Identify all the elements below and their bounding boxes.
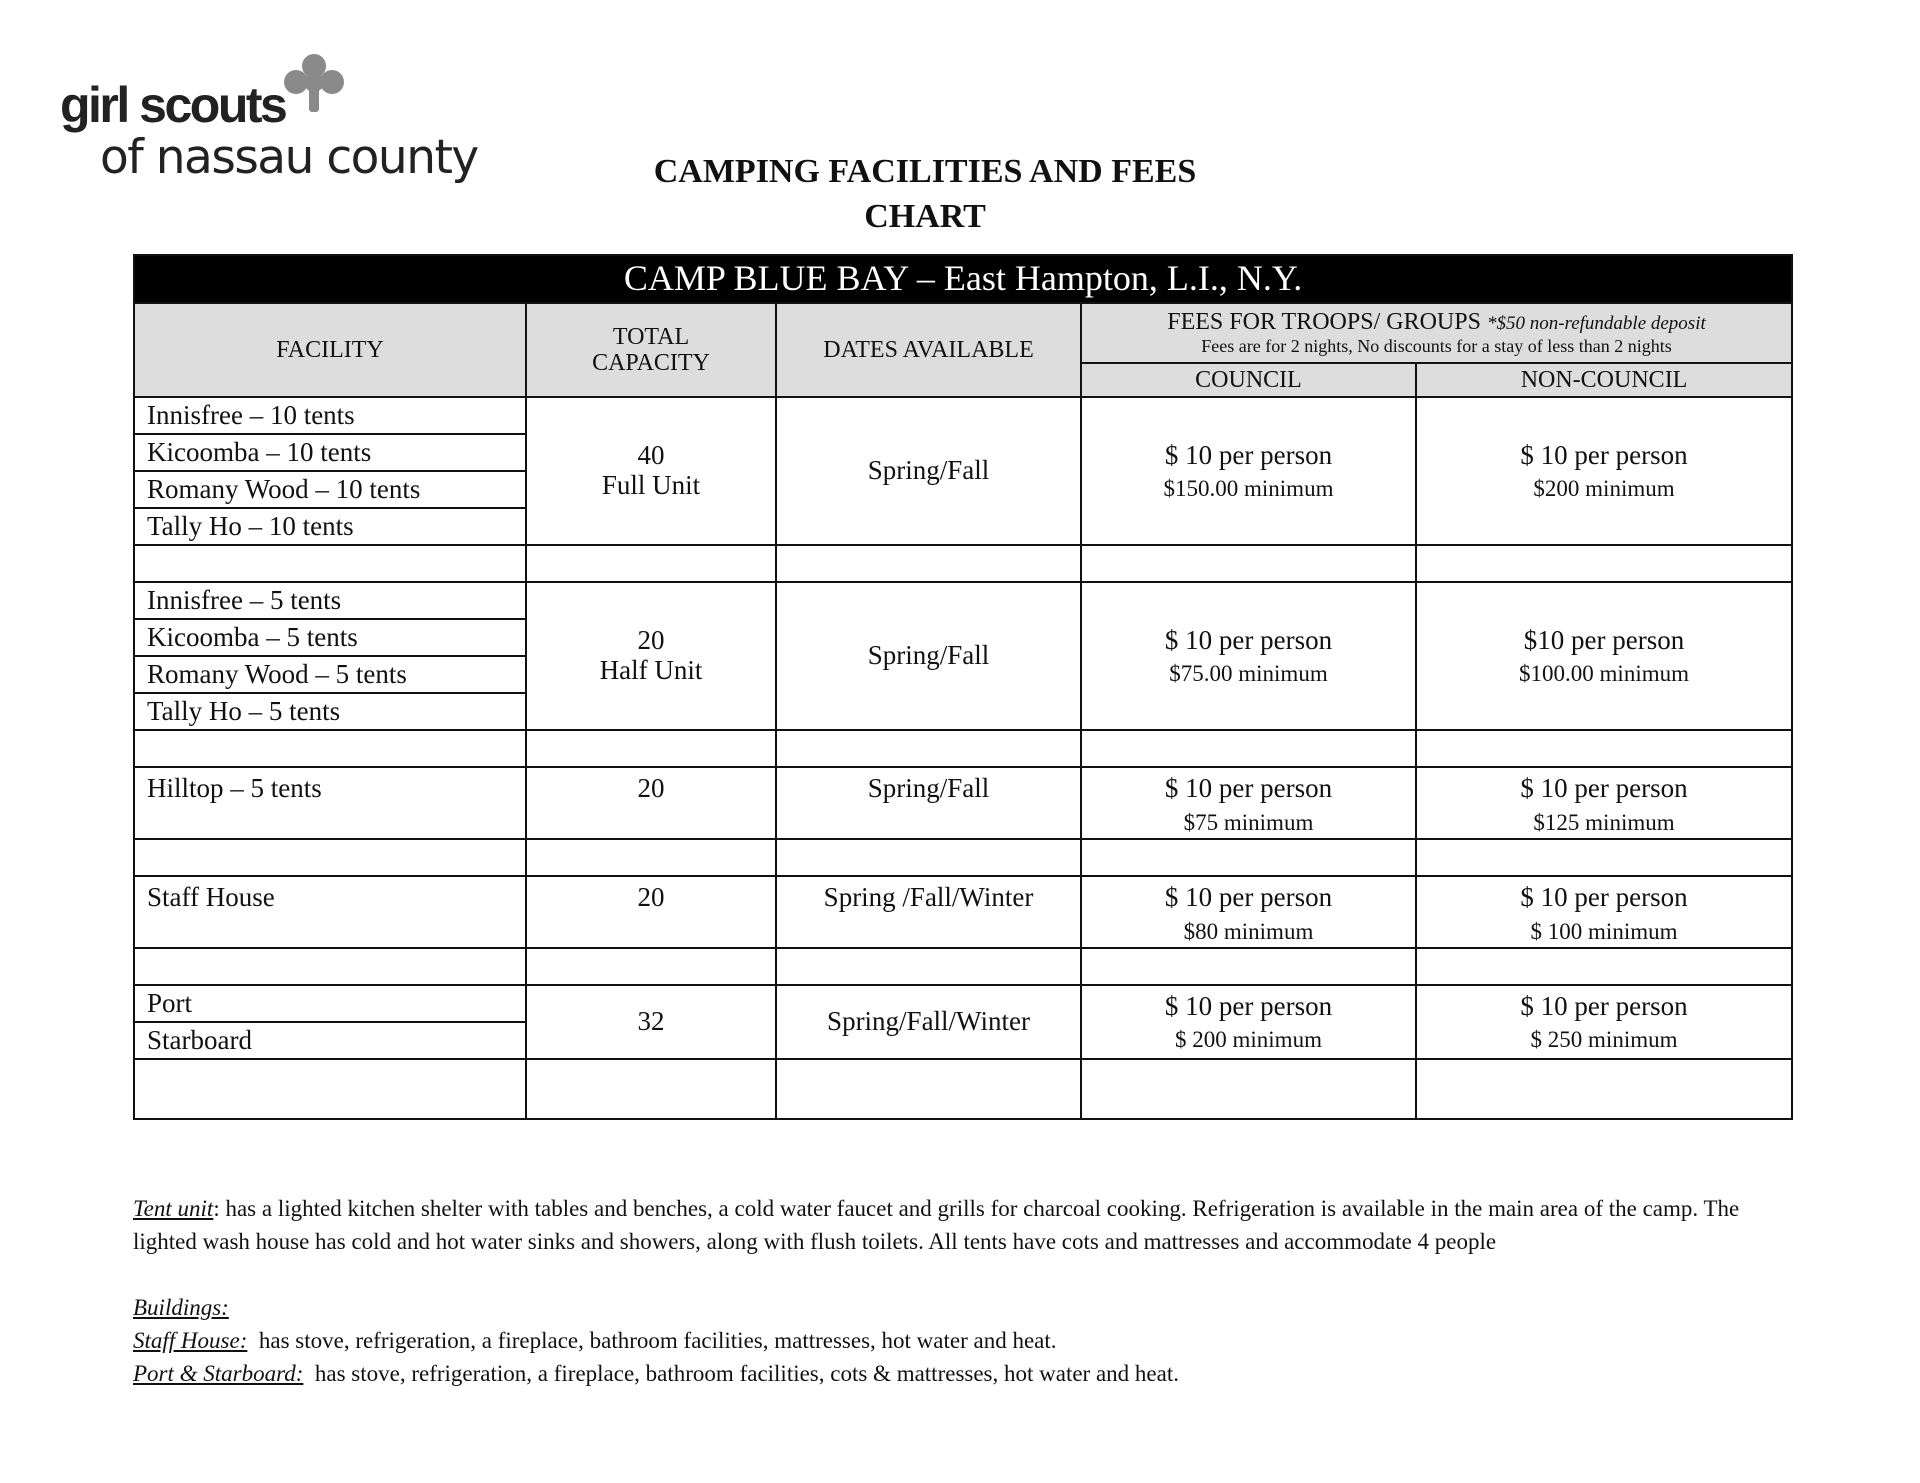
noncouncil-fee: $ 10 per person [1520,882,1688,912]
logo-text-council: of nassau county [100,130,478,185]
capacity-value: 20 [526,767,776,839]
facility-cell: Tally Ho – 5 tents [134,693,526,730]
noncouncil-fee: $ 10 per person [1520,439,1688,470]
council-fee: $ 10 per person [1164,882,1333,912]
council-fee: $ 10 per person [1164,624,1333,655]
header-fees [1081,303,1792,363]
staff-house-label: Staff House: [133,1328,248,1353]
trefoil-icon [282,52,346,118]
noncouncil-fee: $ 10 per person [1520,773,1688,803]
port-starboard-label: Port & Starboard: [133,1361,304,1386]
port-starboard-note [133,1357,1793,1390]
header-facility: FACILITY [134,303,526,397]
header-council: COUNCIL [1081,363,1416,397]
facility-cell: Romany Wood – 5 tents [134,656,526,693]
header-non-council: NON-COUNCIL [1416,363,1792,397]
spacer-row [134,545,1792,582]
council-minimum: $75 minimum [1183,809,1314,835]
tent-unit-note [133,1192,1793,1258]
logo-text-girl-scouts: girl scouts [60,77,286,133]
dates-cell: Spring/Fall [776,397,1081,545]
capacity-value: 40 [637,440,665,471]
council-fee-cell [1081,582,1416,730]
staff-house-note [133,1324,1793,1357]
buildings-label: Buildings: [133,1295,229,1320]
header-fees-note: *$50 non-refundable deposit [1486,312,1706,334]
noncouncil-fee: $ 10 per person [1520,990,1688,1021]
noncouncil-minimum: $ 100 minimum [1530,918,1678,944]
council-fee: $ 10 per person [1164,990,1333,1021]
header-capacity [526,303,776,397]
logo [60,52,500,202]
facility-cell: Starboard [134,1022,526,1059]
noncouncil-minimum: $100.00 minimum [1519,661,1689,687]
dates-cell: Spring/Fall [776,767,1081,839]
header-fees-sub: Fees are for 2 nights, No discounts for a stay of less than 2 nights [1201,336,1672,357]
spacer-row [134,1059,1792,1119]
noncouncil-fee: $10 per person [1523,624,1685,655]
capacity-value: 32 [526,985,776,1059]
noncouncil-minimum: $125 minimum [1533,809,1675,835]
port-starboard-text: has stove, refrigeration, a fireplace, bathroom facilities, cots & mattresses, hot water and heat. [303,1361,1179,1386]
capacity-cell [526,397,776,545]
header-fees-title: FEES FOR TROOPS/ GROUPS [1167,308,1481,335]
council-fee-cell [1081,985,1416,1059]
capacity-note: Full Unit [601,470,701,500]
notes-section [133,1192,1793,1390]
council-fee-cell [1081,397,1416,545]
noncouncil-fee-cell [1416,767,1792,839]
facility-cell: Innisfree – 5 tents [134,582,526,619]
council-fee-cell [1081,767,1416,839]
facility-cell: Kicoomba – 5 tents [134,619,526,656]
facility-cell: Staff House [134,876,526,948]
council-fee: $ 10 per person [1164,773,1333,803]
staff-house-text: has stove, refrigeration, a fireplace, bathroom facilities, mattresses, hot water and heat. [247,1328,1057,1353]
noncouncil-minimum: $200 minimum [1533,476,1675,502]
council-fee: $ 10 per person [1164,439,1333,470]
camp-banner: CAMP BLUE BAY – East Hampton, L.I., N.Y. [134,255,1792,303]
council-minimum: $75.00 minimum [1169,661,1328,687]
facility-cell: Kicoomba – 10 tents [134,434,526,471]
header-capacity-line2: CAPACITY [592,350,710,376]
spacer-row [134,839,1792,876]
noncouncil-minimum: $ 250 minimum [1530,1027,1678,1053]
noncouncil-fee-cell [1416,397,1792,545]
council-fee-cell [1081,876,1416,948]
dates-cell: Spring/Fall [776,582,1081,730]
noncouncil-fee-cell [1416,582,1792,730]
spacer-row [134,730,1792,767]
facility-cell: Romany Wood – 10 tents [134,471,526,508]
page-title: CAMPING FACILITIES AND FEES [653,153,1197,190]
tent-unit-label: Tent unit [133,1196,214,1221]
dates-cell: Spring /Fall/Winter [776,876,1081,948]
facility-cell: Hilltop – 5 tents [134,767,526,839]
council-minimum: $80 minimum [1183,918,1314,944]
page-title-line2: CHART [864,198,986,235]
tent-unit-text: : has a lighted kitchen shelter with tables and benches, a cold water faucet and grills for charcoal cooking. Refrigeration is available in the main area of the camp. The lighted wash house has cold and hot water sinks and showers, along with flush toilets. All tents have cots and mattresses and accommodate 4 people [133,1196,1740,1254]
noncouncil-fee-cell [1416,985,1792,1059]
fees-table [133,254,1791,1120]
facility-cell: Tally Ho – 10 tents [134,508,526,545]
capacity-cell [526,582,776,730]
capacity-note: Half Unit [599,655,703,685]
buildings-heading [133,1291,1793,1324]
spacer-row [134,948,1792,985]
dates-cell: Spring/Fall/Winter [776,985,1081,1059]
noncouncil-fee-cell [1416,876,1792,948]
council-minimum: $ 200 minimum [1175,1027,1322,1053]
header-dates: DATES AVAILABLE [776,303,1081,397]
facility-cell: Port [134,985,526,1022]
capacity-value: 20 [526,876,776,948]
header-capacity-line1: TOTAL [612,323,690,350]
facility-cell: Innisfree – 10 tents [134,397,526,434]
capacity-value: 20 [637,625,665,656]
council-minimum: $150.00 minimum [1163,476,1334,502]
